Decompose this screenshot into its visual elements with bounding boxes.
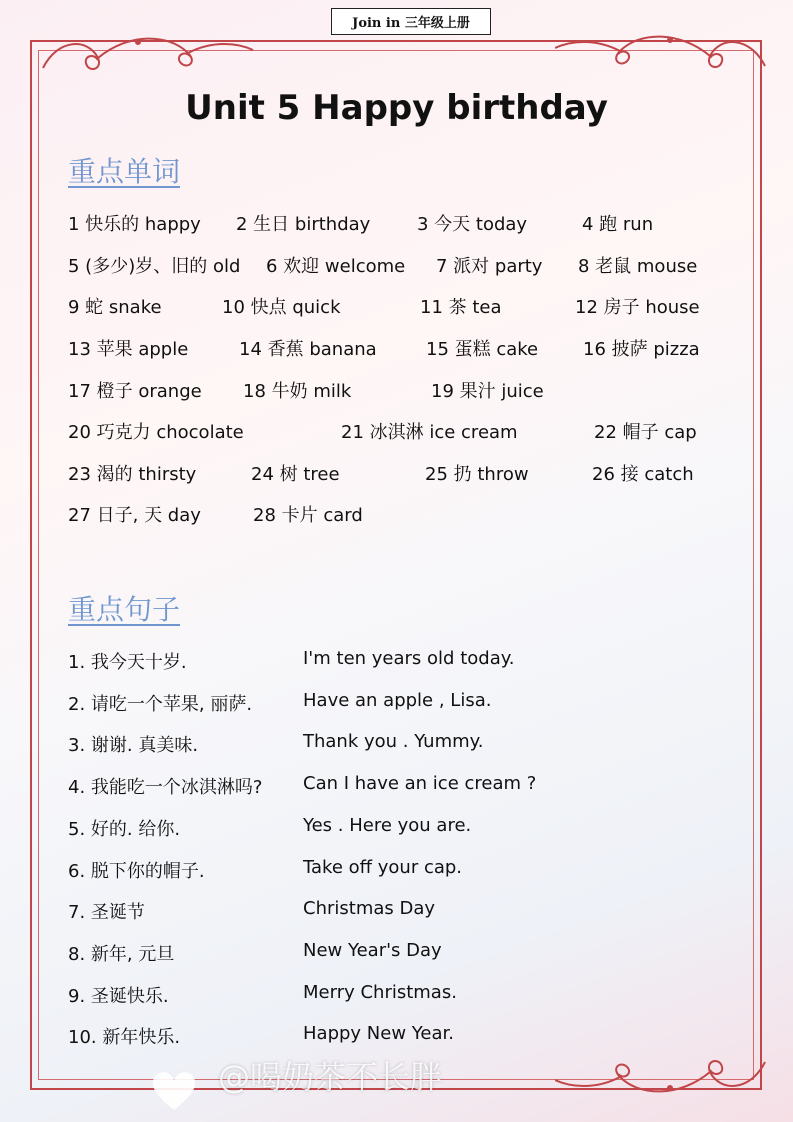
vocab-row xyxy=(68,418,708,448)
sentence-row xyxy=(68,731,708,761)
swirl-ornament-top-left-icon xyxy=(38,28,258,78)
vocab-item: 5 (多少)岁、旧的 old xyxy=(68,256,241,277)
sentence-english: Happy New Year. xyxy=(303,1023,454,1045)
vocab-item: 26 接 catch xyxy=(592,464,694,485)
sentence-chinese: 10. 新年快乐. xyxy=(68,1027,181,1049)
sentence-chinese: 3. 谢谢. 真美味. xyxy=(68,735,199,757)
sentence-chinese: 4. 我能吃一个冰淇淋吗? xyxy=(68,777,263,799)
sentence-english: New Year's Day xyxy=(303,939,442,961)
vocab-item: 9 蛇 snake xyxy=(68,297,162,318)
sentence-row xyxy=(68,982,708,1012)
sentence-english: Can I have an ice cream ? xyxy=(303,773,537,795)
vocab-item: 13 苹果 apple xyxy=(68,339,189,360)
sentence-chinese: 8. 新年, 元旦 xyxy=(68,943,175,965)
watermark-text: @喝奶茶不长胖 xyxy=(218,1058,443,1096)
vocab-item: 14 香蕉 banana xyxy=(239,339,377,360)
vocab-item: 1 快乐的 happy xyxy=(68,214,201,235)
vocab-row xyxy=(68,210,708,240)
sentence-chinese: 7. 圣诞节 xyxy=(68,902,145,924)
sentence-english: Merry Christmas. xyxy=(303,981,457,1003)
vocab-row xyxy=(68,460,708,490)
sentence-row xyxy=(68,690,708,720)
sentence-row xyxy=(68,940,708,970)
vocab-item: 27 日子, 天 day xyxy=(68,505,201,526)
vocab-item: 4 跑 run xyxy=(582,214,654,235)
swirl-ornament-bottom-right-icon xyxy=(555,1052,770,1102)
vocab-item: 3 今天 today xyxy=(417,214,528,235)
sentence-english: Yes . Here you are. xyxy=(303,814,472,836)
sentence-row xyxy=(68,1023,708,1053)
vocab-item: 28 卡片 card xyxy=(253,505,363,526)
sentence-english: I'm ten years old today. xyxy=(303,648,515,669)
sentence-row xyxy=(68,815,708,845)
sentence-chinese: 9. 圣诞快乐. xyxy=(68,985,169,1007)
sentence-heading: 重点句子 xyxy=(68,593,181,626)
vocab-item: 6 欢迎 welcome xyxy=(266,256,406,277)
vocab-row xyxy=(68,252,708,282)
vocab-item: 11 茶 tea xyxy=(420,297,502,318)
sentence-chinese: 2. 请吃一个苹果, 丽萨. xyxy=(68,693,253,715)
sentence-english: Have an apple , Lisa. xyxy=(303,689,492,711)
sentence-chinese: 1. 我今天十岁. xyxy=(68,652,187,673)
vocab-item: 21 冰淇淋 ice cream xyxy=(341,422,518,443)
sentence-chinese: 5. 好的. 给你. xyxy=(68,818,181,840)
vocab-item: 22 帽子 cap xyxy=(594,422,697,443)
vocab-item: 2 生日 birthday xyxy=(236,214,371,235)
vocab-item: 18 牛奶 milk xyxy=(243,381,352,402)
vocab-item: 7 派对 party xyxy=(436,256,543,277)
vocab-item: 19 果汁 juice xyxy=(431,381,544,402)
vocab-item: 25 扔 throw xyxy=(425,464,529,485)
page-title: Unit 5 Happy birthday xyxy=(185,88,608,128)
sentence-english: Christmas Day xyxy=(303,898,436,920)
sentence-row xyxy=(68,898,708,928)
vocab-item: 16 披萨 pizza xyxy=(583,339,700,360)
vocab-row xyxy=(68,501,708,531)
sentence-english: Thank you . Yummy. xyxy=(303,731,484,753)
heart-icon xyxy=(150,1068,198,1112)
sentence-row xyxy=(68,773,708,803)
vocab-heading: 重点单词 xyxy=(68,155,181,188)
vocab-item: 8 老鼠 mouse xyxy=(578,256,698,277)
sentence-row xyxy=(68,857,708,887)
vocab-item: 15 蛋糕 cake xyxy=(426,339,539,360)
vocab-item: 17 橙子 orange xyxy=(68,381,202,402)
vocab-row xyxy=(68,293,708,323)
vocab-item: 24 树 tree xyxy=(251,464,340,485)
vocab-item: 23 渴的 thirsty xyxy=(68,464,197,485)
vocab-item: 20 巧克力 chocolate xyxy=(68,422,244,443)
sentence-row xyxy=(68,648,708,678)
vocab-row xyxy=(68,335,708,365)
swirl-ornament-top-right-icon xyxy=(555,26,770,76)
vocab-item: 12 房子 house xyxy=(575,297,700,318)
vocab-row xyxy=(68,377,708,407)
header-label: Join in 三年级上册 xyxy=(331,8,491,35)
vocab-item: 10 快点 quick xyxy=(222,297,341,318)
sentence-english: Take off your cap. xyxy=(303,856,463,878)
sentence-chinese: 6. 脱下你的帽子. xyxy=(68,860,205,882)
